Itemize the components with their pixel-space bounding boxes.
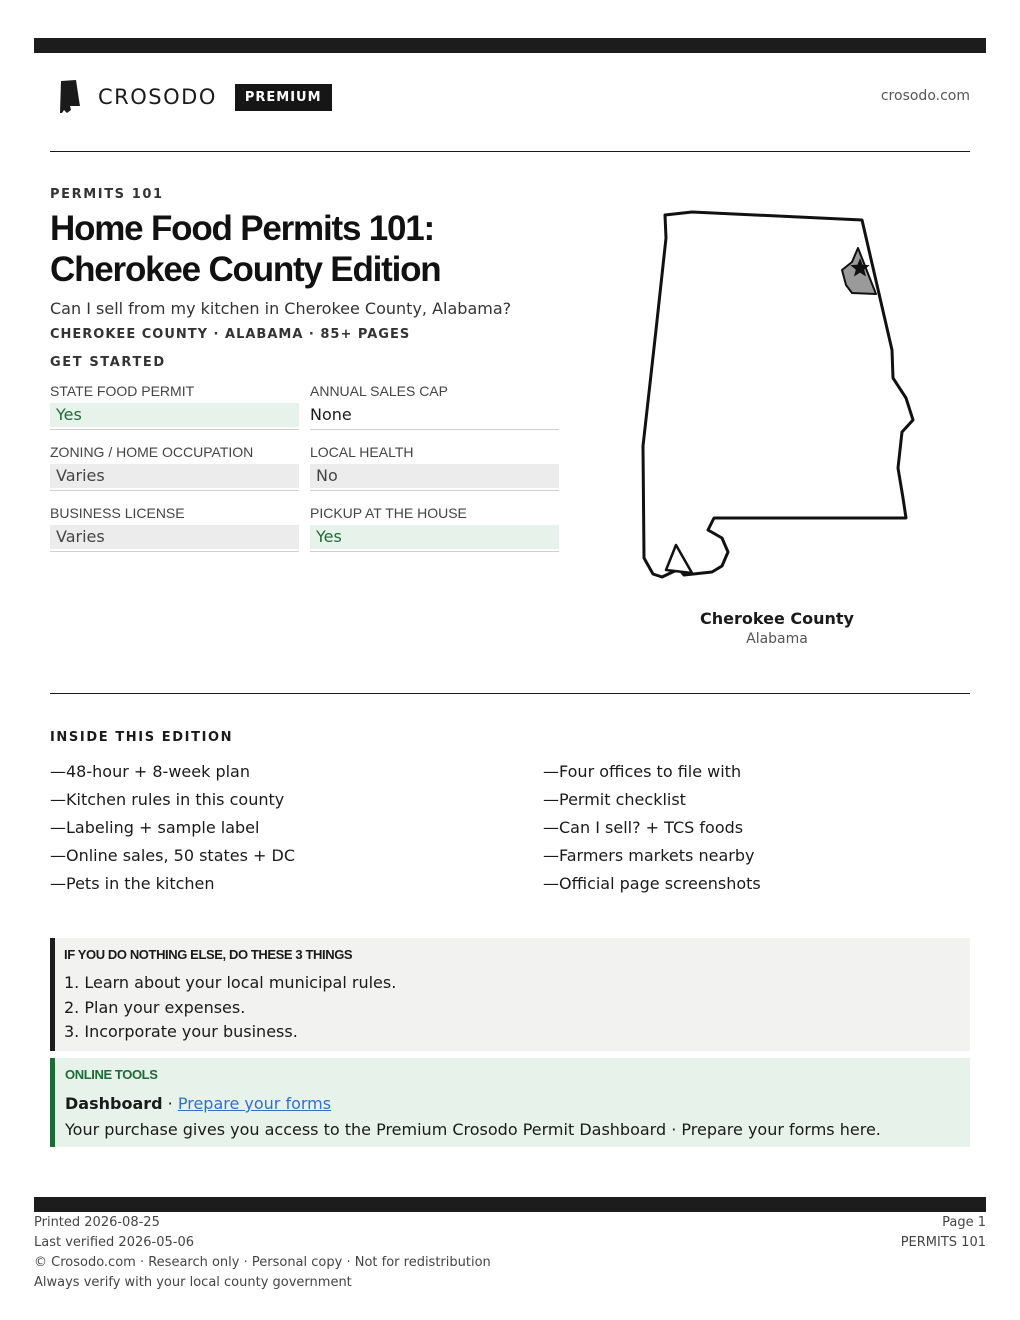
fact-value: Varies — [50, 464, 299, 488]
fact-label: PICKUP AT THE HOUSE — [310, 505, 467, 521]
callout-heading: ONLINE TOOLS — [65, 1067, 158, 1082]
page-subtitle: Can I sell from my kitchen in Cherokee County, Alabama? — [50, 299, 512, 318]
edition-meta: CHEROKEE COUNTY · ALABAMA · 85+ PAGES — [50, 327, 411, 342]
state-map — [630, 205, 930, 590]
toc-item: —Can I sell? + TCS foods — [543, 818, 744, 837]
page-number: Page 1 — [942, 1215, 986, 1230]
inside-heading: INSIDE THIS EDITION — [50, 730, 234, 745]
fact-pickup-at-house — [310, 505, 559, 552]
footer-right — [901, 1213, 986, 1253]
verify-advice: Always verify with your local county government — [34, 1275, 352, 1290]
toc-item: —Labeling + sample label — [50, 818, 260, 837]
list-item: 3. Incorporate your business. — [64, 1022, 298, 1041]
toc-item: —Kitchen rules in this county — [50, 790, 285, 809]
premium-badge: PREMIUM — [235, 84, 332, 111]
divider — [50, 151, 970, 152]
page-header — [50, 78, 970, 118]
fact-label: ANNUAL SALES CAP — [310, 383, 448, 399]
toc-left-column — [50, 758, 295, 898]
separator: · — [162, 1094, 178, 1113]
three-things-callout — [50, 938, 970, 1051]
alabama-outline — [643, 212, 913, 577]
toc-right-column — [543, 758, 761, 898]
fact-label: STATE FOOD PERMIT — [50, 383, 195, 399]
fact-value: No — [310, 464, 559, 488]
toc-item: —Four offices to file with — [543, 762, 742, 781]
fact-local-health — [310, 444, 559, 491]
top-rule — [34, 38, 986, 53]
toc-item: —Official page screenshots — [543, 874, 761, 893]
alabama-silhouette-icon — [58, 80, 82, 114]
site-url[interactable]: crosodo.com — [880, 88, 970, 104]
toc-item: —Online sales, 50 states + DC — [50, 846, 296, 865]
toc-item: —48-hour + 8-week plan — [50, 762, 250, 781]
online-tools-callout — [50, 1058, 970, 1147]
fact-value: Varies — [50, 525, 299, 549]
fact-business-license — [50, 505, 299, 552]
brand[interactable] — [58, 80, 332, 114]
toc-item: —Farmers markets nearby — [543, 846, 755, 865]
get-started-heading: GET STARTED — [50, 355, 166, 370]
map-caption — [677, 609, 877, 647]
prepare-forms-link[interactable]: Prepare your forms — [177, 1094, 332, 1113]
fact-zoning — [50, 444, 299, 491]
title-line-2: Cherokee County Edition — [50, 250, 441, 289]
printed-date: Printed 2026-08-25 — [34, 1215, 160, 1230]
fact-label: ZONING / HOME OCCUPATION — [50, 444, 254, 460]
brand-name: CROSODO — [98, 85, 217, 109]
three-things-list — [64, 971, 970, 1045]
map-county-name: Cherokee County — [700, 609, 854, 628]
title-line-1: Home Food Permits 101: — [50, 209, 434, 248]
divider — [50, 693, 970, 694]
footer-left — [34, 1213, 491, 1293]
dashboard-line — [65, 1091, 970, 1117]
page-title — [50, 208, 610, 290]
quick-facts-grid — [50, 383, 559, 552]
toc-item: —Pets in the kitchen — [50, 874, 215, 893]
dashboard-label: Dashboard — [65, 1094, 163, 1113]
verified-date: Last verified 2026-05-06 — [34, 1235, 194, 1250]
fact-value: Yes — [310, 525, 559, 549]
section-kicker: PERMITS 101 — [50, 187, 164, 202]
copyright-notice: © Crosodo.com · Research only · Personal copy · Not for redistribution — [34, 1255, 491, 1270]
bottom-rule — [34, 1197, 986, 1212]
tools-description: Your purchase gives you access to the Premium Crosodo Permit Dashboard · Prepare your forms here. — [65, 1120, 881, 1139]
fact-label: LOCAL HEALTH — [310, 444, 414, 460]
fact-label: BUSINESS LICENSE — [50, 505, 185, 521]
fact-value: Yes — [50, 403, 299, 427]
callout-heading: IF YOU DO NOTHING ELSE, DO THESE 3 THINGS — [64, 947, 353, 962]
list-item: 2. Plan your expenses. — [64, 997, 246, 1017]
list-item: 1. Learn about your local municipal rules. — [64, 973, 397, 992]
footer-section: PERMITS 101 — [900, 1235, 986, 1250]
map-state-name: Alabama — [746, 631, 808, 647]
toc-item: —Permit checklist — [543, 790, 686, 809]
fact-annual-sales-cap — [310, 383, 559, 430]
fact-state-food-permit — [50, 383, 299, 430]
fact-value: None — [310, 405, 352, 424]
